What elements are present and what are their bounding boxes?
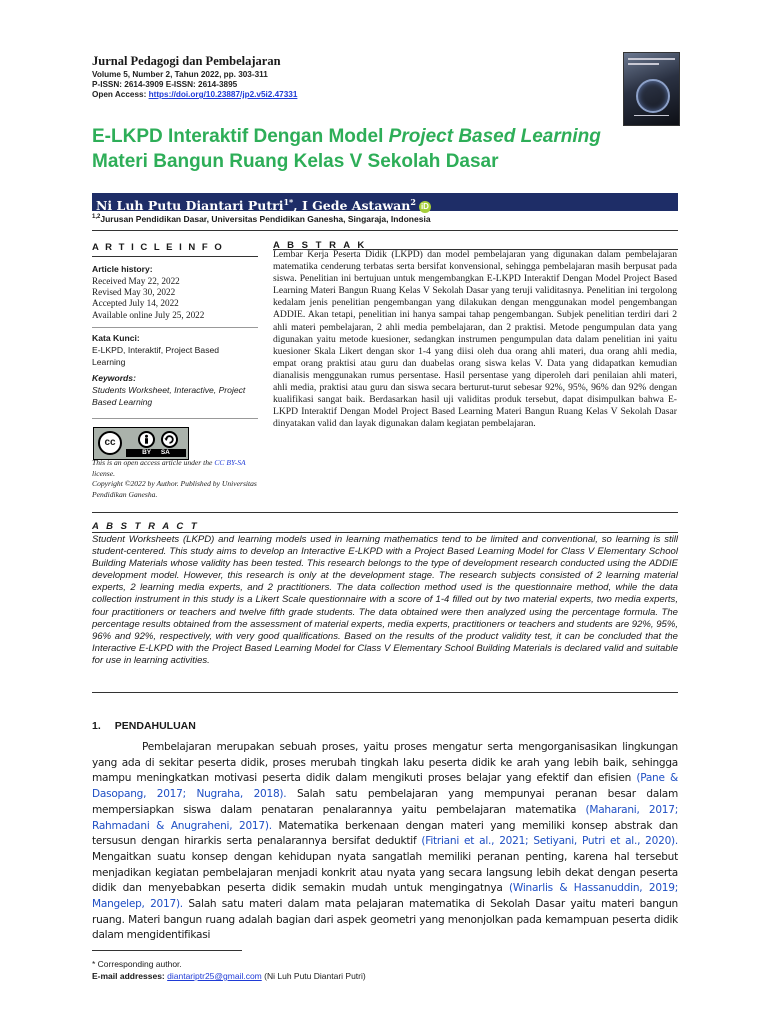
copyright: Copyright ©2022 by Author. Published by Universitas Pendidikan Ganesha. — [92, 479, 257, 499]
section-heading — [92, 720, 210, 732]
cc-by-sa-badge[interactable] — [93, 427, 189, 460]
divider — [92, 418, 258, 419]
journal-cover-image — [623, 52, 680, 126]
attribution-icon — [138, 431, 155, 448]
cc-strip — [126, 449, 186, 457]
author2-sup: 2 — [410, 197, 416, 207]
section-number: 1. — [92, 720, 101, 732]
license-post: license. — [92, 468, 115, 478]
cc-sa-label: SA — [160, 449, 170, 456]
kata-kunci: E-LKPD, Interaktif, Project Based Learning — [92, 345, 220, 367]
author1-sup: 1* — [283, 197, 294, 207]
history-online: Available online July 25, 2022 — [92, 309, 205, 320]
author-bar — [92, 193, 678, 214]
journal-volume: Volume 5, Number 2, Tahun 2022, pp. 303-311 — [92, 70, 268, 79]
journal-doi-line — [92, 90, 297, 100]
body-text-1: Pembelajaran merupakan sebuah proses, yaitu proses mengatur serta mengorganisasikan lingkungan yang ada di sekitar peserta didik, proses merubah tingkah laku peserta didik ke arah yang lebih baik, sehingga mampu meningkatkan motivasi peserta didik dalam mengikuti proses belajar yang efektif dan efisien — [92, 741, 678, 785]
journal-meta — [92, 70, 297, 100]
email-name: (Ni Luh Putu Diantari Putri) — [264, 971, 366, 981]
email-link[interactable]: diantariptr25@gmail.com — [167, 971, 262, 981]
citation-link[interactable]: (Pane & Dasopang, 2017; Nugraha, 2018). — [92, 772, 678, 801]
footnote — [92, 958, 366, 982]
body-text-3: Matematika berkenaan dengan materi yang memiliki konsep abstrak dan tersusun dengan hirarkis serta penalarannya bersifat deduktif — [92, 819, 678, 848]
citation-link[interactable]: (Maharani, 2017; Rahmadani & Anugraheni, 2017). — [92, 803, 679, 832]
body-text-2: Salah satu pembelajaran yang mempunyai peranan besar dalam mempersiapkan siswa dalam penataran penalarannya yaitu pembelajaran matematika — [92, 788, 678, 816]
cc-by-label: BY — [142, 449, 152, 456]
history-accepted: Accepted July 14, 2022 — [92, 298, 179, 309]
citation-link[interactable]: (Winarlis & Hassanuddin, 2019; Mangelep, 2017). — [92, 882, 678, 911]
abstract-heading: A B S T R A C T — [92, 521, 200, 532]
body-text-4: Mengaitkan suatu konsep dengan kehidupan nyata sangatlah memiliki peranan penting, karena hal tersebut menjadikan kegiatan pembelajaran menjadi konkrit atau nyata yang secara langsung lebih dekat dengan peserta didik dan menyebabkan peserta didik semakin mudah untuk mengingatnya — [92, 850, 678, 895]
article-title — [92, 124, 676, 174]
journal-issn: P-ISSN: 2614-3909 E-ISSN: 2614-3895 — [92, 80, 238, 89]
email-line — [92, 970, 366, 982]
corresponding-author: * Corresponding author. — [92, 959, 182, 969]
abstrak-heading: A B S T R A K — [273, 240, 367, 251]
divider — [92, 256, 258, 257]
author2: , I Gede Astawan — [293, 198, 411, 214]
history-revised: Revised May 30, 2022 — [92, 287, 176, 298]
history-label: Article history: — [92, 264, 153, 274]
abstrak-text: Lembar Kerja Peserta Didik (LKPD) dan model pembelajaran yang digunakan dalam pembelajaran matematika cenderung terbatas serta bersifat konvensional, sehingga pembelajaran masih berpusat pada siswa. Penelitian ini bertujuan untuk mengembangkan E-LKPD Interaktif Dengan Model Project Based Learning Materi Bangun Ruang Kelas V Sekolah Dasar yang teruji validitasnya. Penelitian ini tergolong kedalam jenis penelitian pengembangan yang dilakukan dengan menggunakan model pengembangan ADDIE. Akan tetapi, penelitian ini hanya sampai tahap pengembangan. Subjek penelitian terdiri dari 2 ahli materi pembelajaran, 2 ahli media pembelajaran, dan 2 praktisi. Metode pengumpulan data yang digunakan yaitu metode kuesioner, sedangkan instrumen pengumpulan data dalam penelitian ini yaitu kuesioner Skala Likert dengan skor 1-4 yang diisi oleh dua orang ahli materi, dua orang ahli media, empat orang praktisi atau guru dan duabelas orang siswa kelas V. Data yang didapatkan kemudian dianalisis menggunakan rumus persentase. Hasil persentase yang diperoleh dari penilaian ahli materi, ahli media, praktisi atau guru dan siswa secara berturut-turut sebesar 92%, 95%, 96% dan 92% dengan kualifikasi sangat baik. Berdasarkan hasil uji validitas produk tersebut, dapat disimpulkan bahwa E-LKPD Interaktif Dengan Model Project Based Learning Materi Bangun Ruang Kelas V Sekolah Dasar dinyatakan valid dan layak digunakan dalam kegiatan pembelajaran. — [273, 249, 677, 430]
keywords: Students Worksheet, Interactive, Project Based Learning — [92, 385, 246, 407]
journal-title: Jurnal Pedagogi dan Pembelajaran — [92, 54, 281, 68]
cc-icon: cc — [98, 431, 122, 455]
section-title: PENDAHULUAN — [114, 720, 196, 732]
orcid-icon[interactable]: iD — [420, 202, 429, 212]
citation-link[interactable]: (Fitriani et al., 2021; Setiyani, Putri et al., 2020). — [421, 835, 678, 848]
body-text-5: Salah satu materi dalam mata pelajaran matematika di Sekolah Dasar yaitu materi bangun ruang. Materi bangun ruang adalah bagian dari aspek geometri yang menonjolkan pada kemampuan peserta didik dalam mengidentifikasi — [92, 898, 678, 942]
open-access-label: Open Access: — [92, 90, 147, 99]
affiliation-text: Jurusan Pendidikan Dasar, Universitas Pendidikan Ganesha, Singaraja, Indonesia — [100, 214, 431, 224]
divider — [92, 532, 678, 533]
affiliation-sup: 1,2 — [92, 214, 101, 221]
title-italic: Project Based Learning — [388, 126, 601, 147]
divider — [92, 692, 678, 693]
abstract-text: Student Worksheets (LKPD) and learning models used in learning mathematics tend to be limited and conventional, so learning is still student-centered. This study aims to develop an Interactive E-LKPD with a Project Based Learning Model for Class V Elementary School Building Materials whose validity has been tested. This research belongs to the type of development research conducted using the ADDIE development model. However, this research is only at the development stage. The research subjects consisted of 2 learning material experts, 2 learning media experts, and 2 practitioners. The data collection method used is the questionnaire method, while the data collection instrument in this study is a Likert Scale questionnaire with a score of 1-4 filled out by two material experts, two media experts, four practitioners or teachers and twelve fifth grade students. The data obtained were then analyzed using the percentage formula. The percentage results obtained from the assessment of material experts, media experts, practitioners or teachers and students are 92%, 95%, 96% and 92%, respectively, with very good qualifications. Based on the results of the product validity test, it can be concluded that the Interactive E-LKPD with the Project Based Learning Model for Class V Elementary School Building Materials is declared valid and suitable for use in learning activities. — [92, 534, 678, 666]
title-part2: Materi Bangun Ruang Kelas V Sekolah Dasar — [92, 151, 499, 172]
license-pre: This is an open access article under the — [92, 458, 213, 467]
divider — [92, 512, 678, 513]
history-received: Received May 22, 2022 — [92, 276, 180, 286]
license-text — [92, 458, 258, 500]
share-alike-icon — [161, 431, 178, 448]
divider — [92, 230, 678, 231]
divider — [92, 327, 258, 328]
doi-link[interactable]: https://doi.org/10.23887/jp2.v5i2.47331 — [148, 90, 298, 99]
kata-kunci-label: Kata Kunci: — [92, 333, 140, 343]
author1: Ni Luh Putu Diantari Putri — [96, 198, 284, 214]
divider — [92, 950, 242, 951]
history-list — [92, 276, 204, 321]
body-paragraph — [92, 740, 678, 944]
license-link[interactable]: CC BY-SA — [214, 458, 246, 467]
keywords-label: Keywords: — [92, 373, 136, 383]
email-label: E-mail addresses: — [92, 971, 165, 981]
title-part1: E-LKPD Interaktif Dengan Model — [92, 126, 384, 147]
affiliation — [92, 214, 431, 224]
article-info-heading: A R T I C L E I N F O — [92, 242, 224, 253]
